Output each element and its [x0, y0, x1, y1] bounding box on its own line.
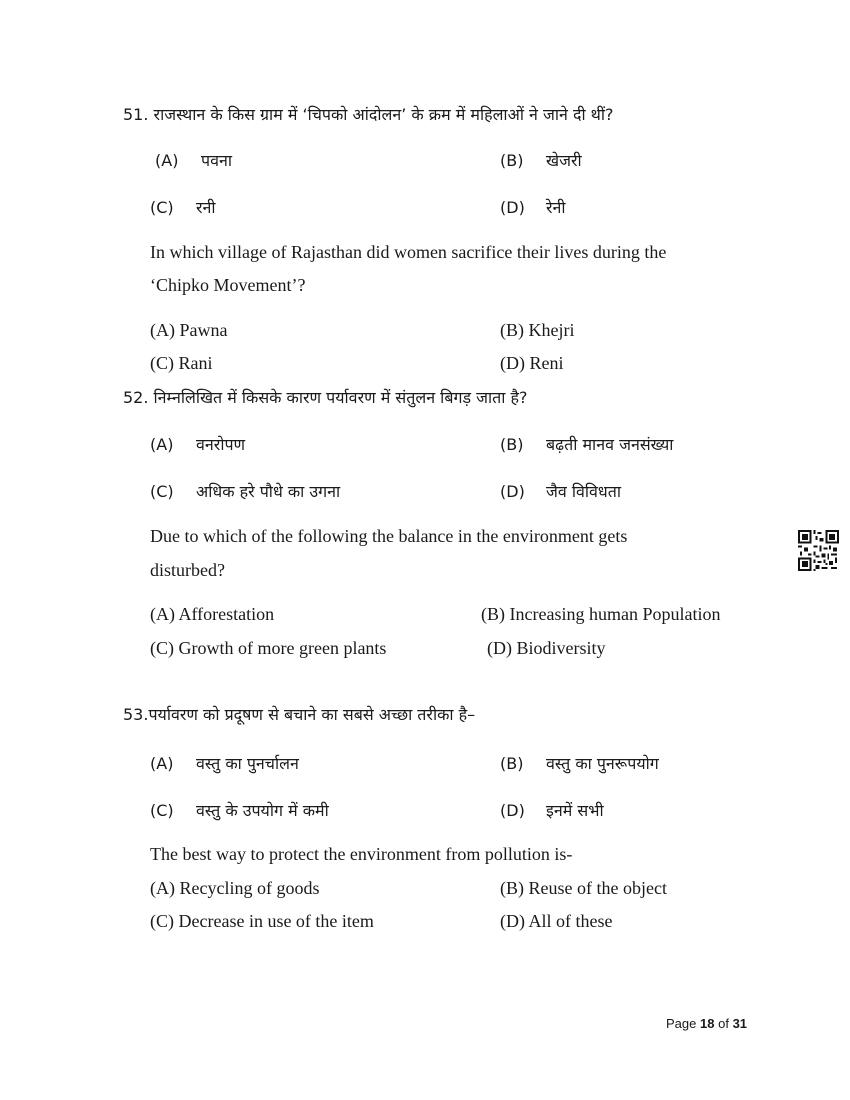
option-52-d-hindi: (D) जैव विविधता	[500, 482, 622, 501]
question-52-english-line1: Due to which of the following the balance in the environment gets	[150, 526, 628, 546]
option-52-c-english: (C) Growth of more green plants	[150, 638, 387, 658]
qr-code-icon	[798, 530, 839, 571]
option-52-d-english: (D) Biodiversity	[487, 638, 606, 658]
option-53-c-english: (C) Decrease in use of the item	[150, 911, 374, 931]
option-51-c-hindi: (C) रनी	[150, 198, 216, 217]
question-52-hindi: 52. निम्नलिखित में किसके कारण पर्यावरण में संतुलन बिगड़ जाता है?	[123, 388, 528, 407]
page-number: Page 18 of 31	[666, 1016, 748, 1031]
question-51-hindi: 51. राजस्थान के किस ग्राम में ‘चिपको आंदोलन’ के क्रम में महिलाओं ने जाने दी थीं?	[123, 105, 614, 124]
option-52-b-english: (B) Increasing human Population	[481, 604, 721, 624]
option-51-b-english: (B) Khejri	[500, 320, 575, 340]
option-53-b-english: (B) Reuse of the object	[500, 878, 667, 898]
option-51-b-hindi: (B) खेजरी	[500, 151, 582, 170]
option-53-b-hindi: (B) वस्तु का पुनरूपयोग	[500, 754, 659, 773]
question-51-english-line2: ‘Chipko Movement’?	[150, 275, 306, 295]
option-53-c-hindi: (C) वस्तु के उपयोग में कमी	[150, 801, 329, 820]
option-52-a-hindi: (A) वनरोपण	[150, 435, 246, 454]
option-53-a-hindi: (A) वस्तु का पुनर्चालन	[150, 754, 299, 773]
question-53-hindi: 53.पर्यावरण को प्रदूषण से बचाने का सबसे अच्छा तरीका है–	[123, 705, 476, 724]
option-51-a-english: (A) Pawna	[150, 320, 228, 340]
option-52-a-english: (A) Afforestation	[150, 604, 275, 624]
option-53-d-english: (D) All of these	[500, 911, 613, 931]
option-52-c-hindi: (C) अधिक हरे पौधे का उगना	[150, 482, 341, 501]
question-52-english-line2: disturbed?	[150, 560, 225, 580]
option-51-a-hindi: (A) पवना	[155, 151, 233, 170]
option-51-d-hindi: (D) रेनी	[500, 198, 566, 217]
option-51-c-english: (C) Rani	[150, 353, 213, 373]
option-52-b-hindi: (B) बढ़ती मानव जनसंख्या	[500, 435, 674, 454]
option-51-d-english: (D) Reni	[500, 353, 564, 373]
option-53-a-english: (A) Recycling of goods	[150, 878, 320, 898]
question-53-english: The best way to protect the environment from pollution is-	[150, 844, 573, 864]
option-53-d-hindi: (D) इनमें सभी	[500, 801, 604, 820]
question-51-english-line1: In which village of Rajasthan did women sacrifice their lives during the	[150, 242, 667, 262]
